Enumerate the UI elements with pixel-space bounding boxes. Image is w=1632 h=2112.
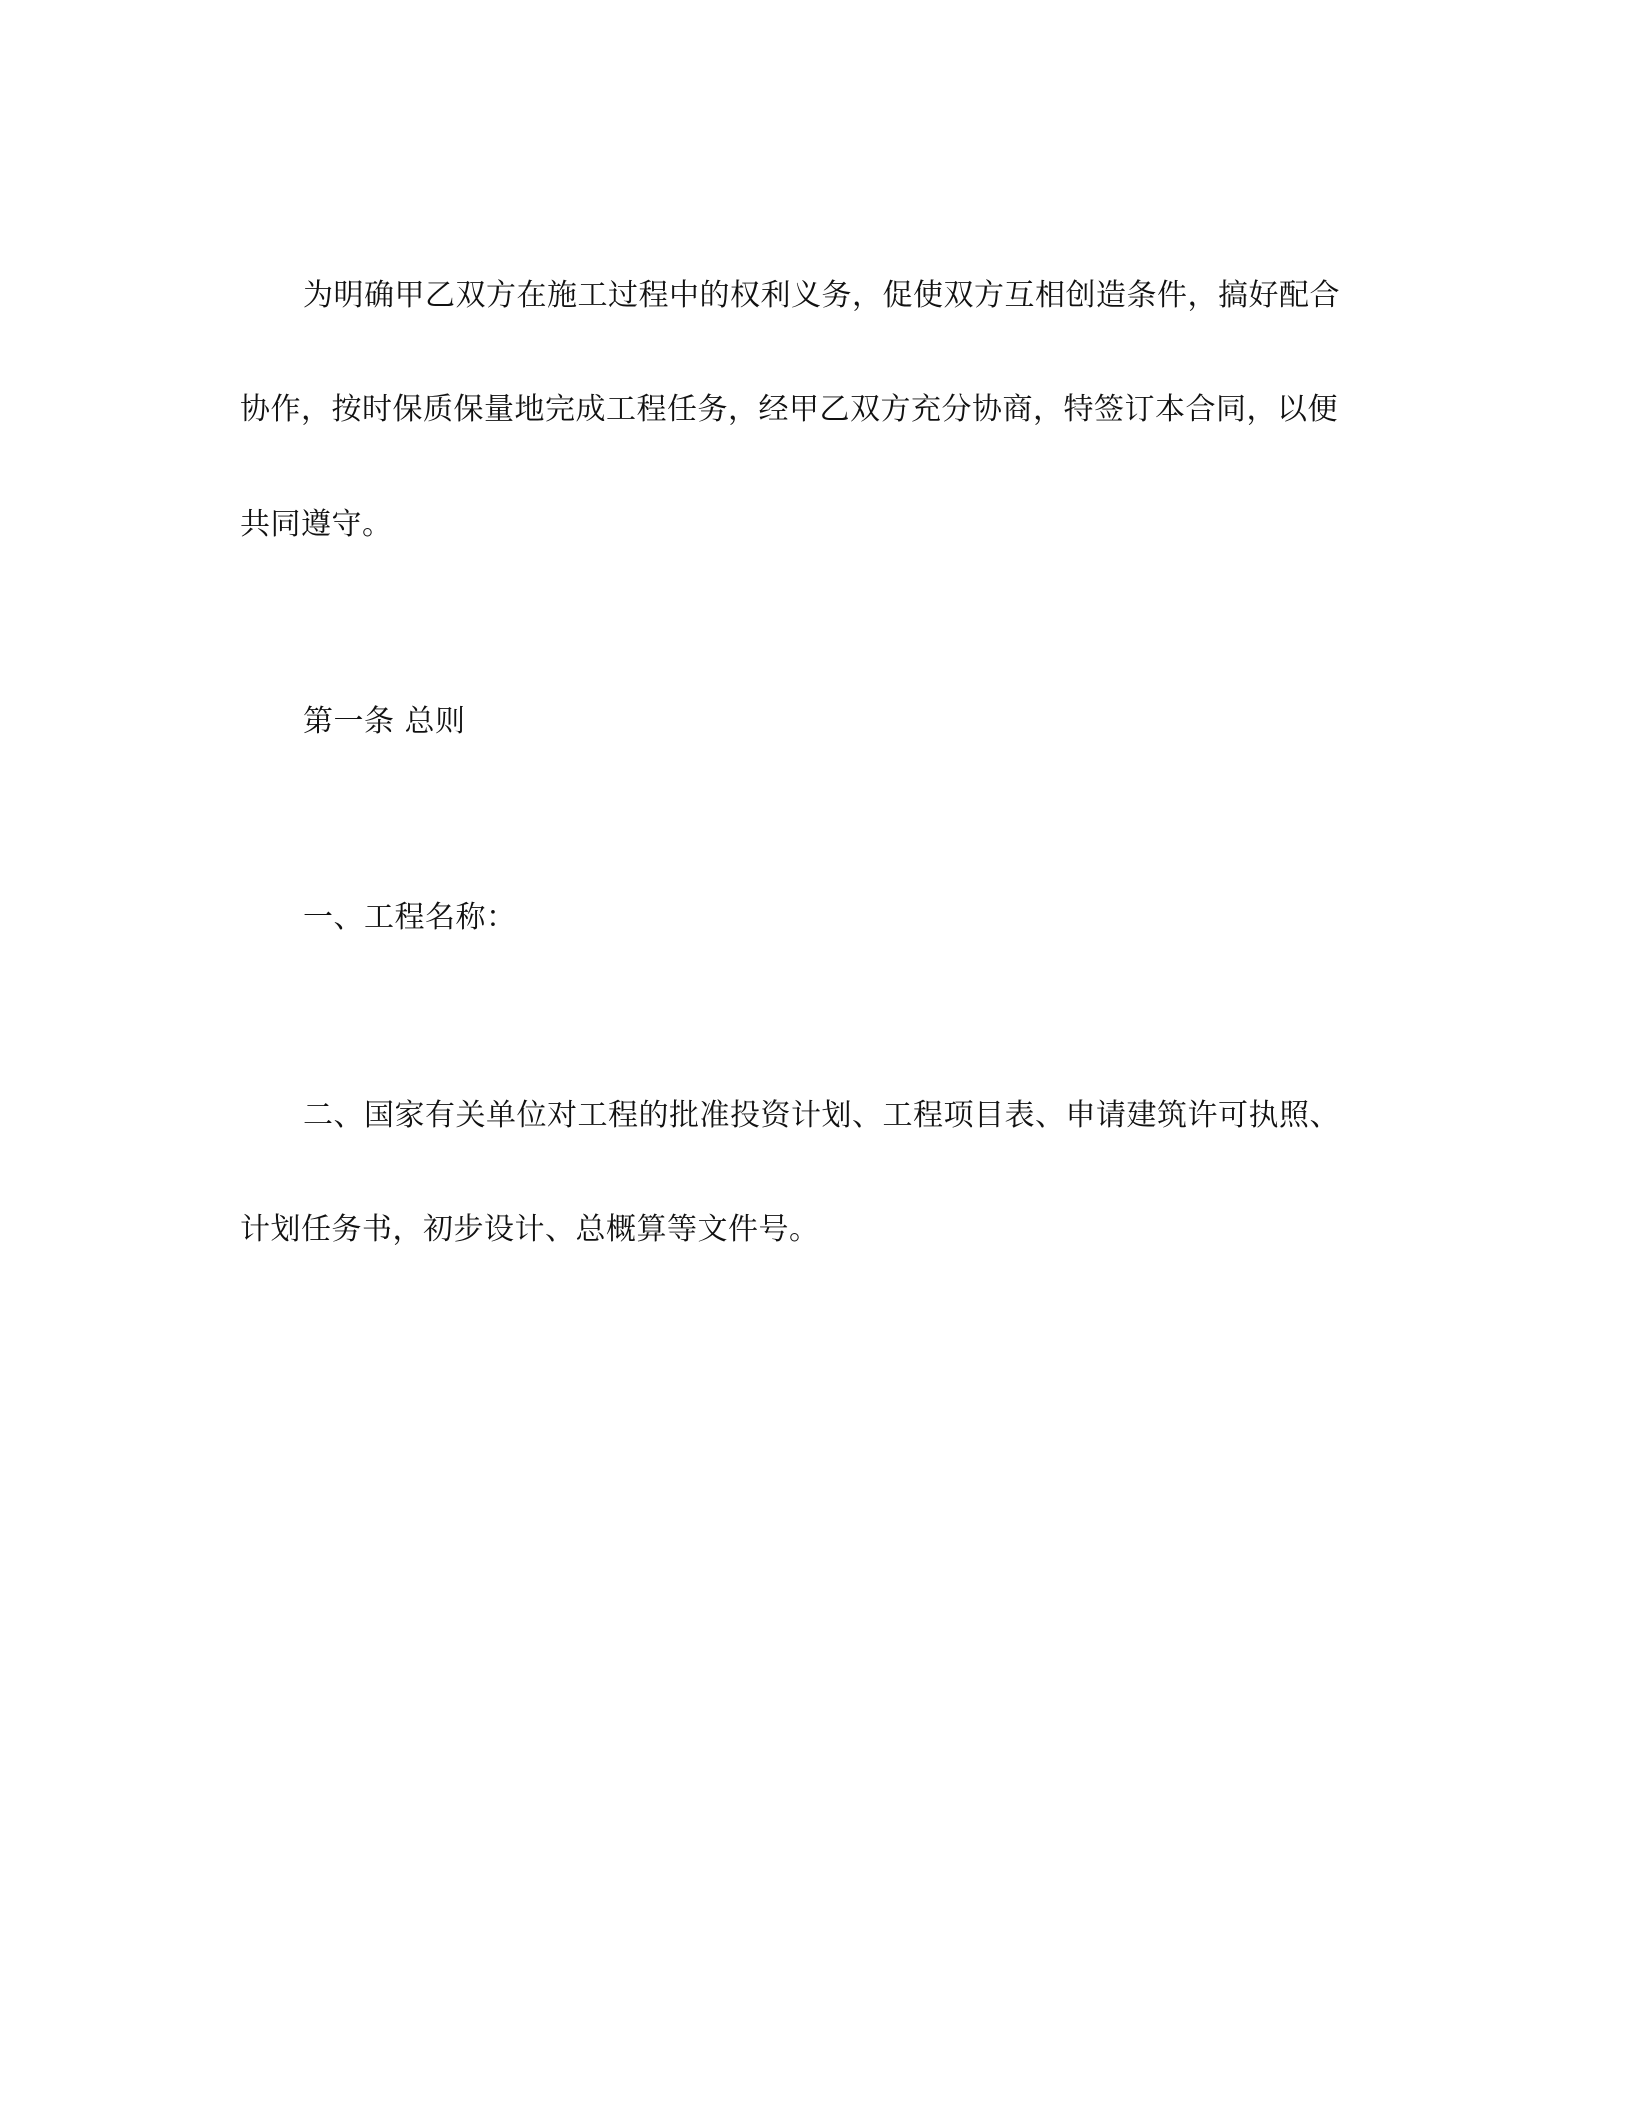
item-2-line-1: 二、国家有关单位对工程的批准投资计划、工程项目表、申请建筑许可执照、	[303, 1098, 1340, 1133]
preamble-line-2: 协作，按时保质保量地完成工程任务，经甲乙双方充分协商，特签订本合同，以便	[240, 392, 1338, 427]
article-1-heading: 第一条 总则	[303, 704, 466, 739]
item-2-line-2: 计划任务书，初步设计、总概算等文件号。	[240, 1212, 820, 1247]
preamble-line-1: 为明确甲乙双方在施工过程中的权利义务，促使双方互相创造条件，搞好配合	[303, 278, 1340, 313]
item-1-project-name: 一、工程名称：	[303, 900, 517, 935]
preamble-line-3: 共同遵守。	[240, 507, 393, 542]
